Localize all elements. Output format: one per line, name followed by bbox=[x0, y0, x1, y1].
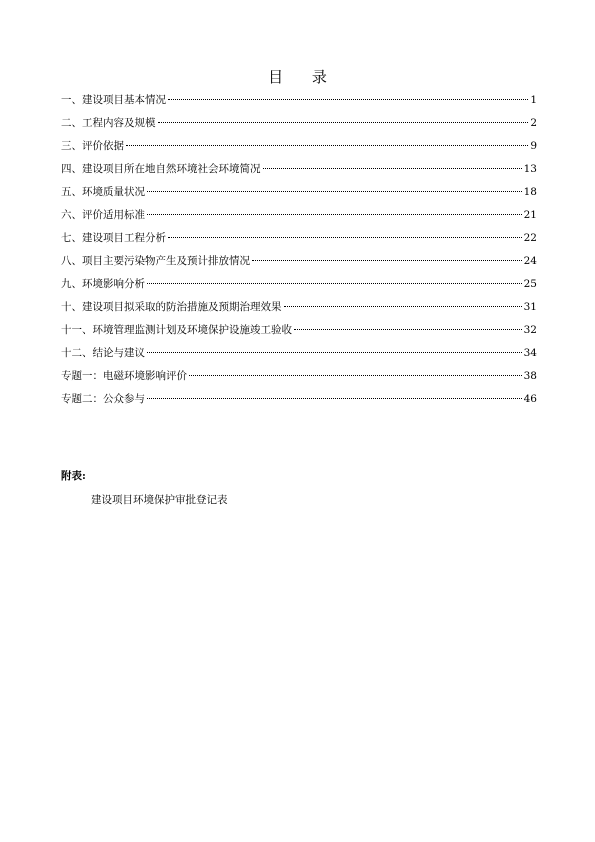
toc-entry[interactable] bbox=[61, 93, 537, 116]
toc-leader-dots bbox=[168, 236, 522, 238]
toc-entry[interactable] bbox=[61, 346, 537, 369]
toc-leader-dots bbox=[147, 190, 522, 192]
toc-entry[interactable] bbox=[61, 208, 537, 231]
toc-leader-dots bbox=[252, 259, 522, 261]
toc-entry-page: 24 bbox=[523, 255, 537, 267]
toc-entry-page: 34 bbox=[523, 347, 537, 359]
toc-entry[interactable] bbox=[61, 185, 537, 208]
toc-leader-dots bbox=[158, 121, 529, 123]
toc-entry-label: 十二、结论与建议 bbox=[61, 347, 145, 359]
toc-entry-page: 31 bbox=[523, 301, 537, 313]
toc-entry-label: 专题一：电磁环境影响评价 bbox=[61, 370, 187, 382]
toc-entry-page: 18 bbox=[523, 186, 537, 198]
toc-entry-page: 2 bbox=[530, 117, 537, 129]
toc-entry[interactable] bbox=[61, 116, 537, 139]
toc-leader-dots bbox=[147, 397, 522, 399]
toc-leader-dots bbox=[263, 167, 522, 169]
toc-entry[interactable] bbox=[61, 231, 537, 254]
toc-entry-label: 五、环境质量状况 bbox=[61, 186, 145, 198]
toc-leader-dots bbox=[147, 351, 522, 353]
toc-entry-label: 四、建设项目所在地自然环境社会环境简况 bbox=[61, 163, 261, 175]
toc-entry[interactable] bbox=[61, 277, 537, 300]
toc-leader-dots bbox=[168, 98, 528, 100]
toc-entry[interactable] bbox=[61, 392, 537, 415]
toc-entry-label: 二、工程内容及规模 bbox=[61, 117, 156, 129]
toc-leader-dots bbox=[126, 144, 528, 146]
toc-entry[interactable] bbox=[61, 369, 537, 392]
toc-entry[interactable] bbox=[61, 254, 537, 277]
toc-entry[interactable] bbox=[61, 300, 537, 323]
toc-title: 目 录 bbox=[268, 68, 339, 86]
toc-entry-page: 1 bbox=[530, 94, 537, 106]
toc-entry-label: 八、项目主要污染物产生及预计排放情况 bbox=[61, 255, 250, 267]
toc-leader-dots bbox=[147, 213, 522, 215]
toc-leader-dots bbox=[189, 374, 522, 376]
toc-entry-label: 九、环境影响分析 bbox=[61, 278, 145, 290]
toc-leader-dots bbox=[147, 282, 522, 284]
toc-leader-dots bbox=[284, 305, 522, 307]
toc-entry-label: 一、建设项目基本情况 bbox=[61, 94, 166, 106]
toc-entry-label: 三、评价依据 bbox=[61, 140, 124, 152]
toc-entry-page: 32 bbox=[523, 324, 537, 336]
toc-entry-page: 46 bbox=[523, 393, 537, 405]
toc-entry-label: 十、建设项目拟采取的防治措施及预期治理效果 bbox=[61, 301, 282, 313]
toc-leader-dots bbox=[294, 328, 522, 330]
appendix-item[interactable]: 建设项目环境保护审批登记表 bbox=[91, 494, 228, 506]
toc-entry[interactable] bbox=[61, 139, 537, 162]
toc-entry[interactable] bbox=[61, 162, 537, 185]
toc-list bbox=[61, 93, 537, 415]
toc-entry-label: 十一、环境管理监测计划及环境保护设施竣工验收 bbox=[61, 324, 292, 336]
toc-entry-page: 22 bbox=[523, 232, 537, 244]
toc-entry[interactable] bbox=[61, 323, 537, 346]
toc-entry-label: 专题二：公众参与 bbox=[61, 393, 145, 405]
toc-entry-page: 9 bbox=[530, 140, 537, 152]
toc-entry-page: 13 bbox=[523, 163, 537, 175]
toc-entry-page: 38 bbox=[523, 370, 537, 382]
toc-entry-label: 七、建设项目工程分析 bbox=[61, 232, 166, 244]
toc-entry-page: 21 bbox=[523, 209, 537, 221]
toc-entry-label: 六、评价适用标准 bbox=[61, 209, 145, 221]
appendix-heading: 附表: bbox=[61, 470, 86, 482]
toc-entry-page: 25 bbox=[523, 278, 537, 290]
